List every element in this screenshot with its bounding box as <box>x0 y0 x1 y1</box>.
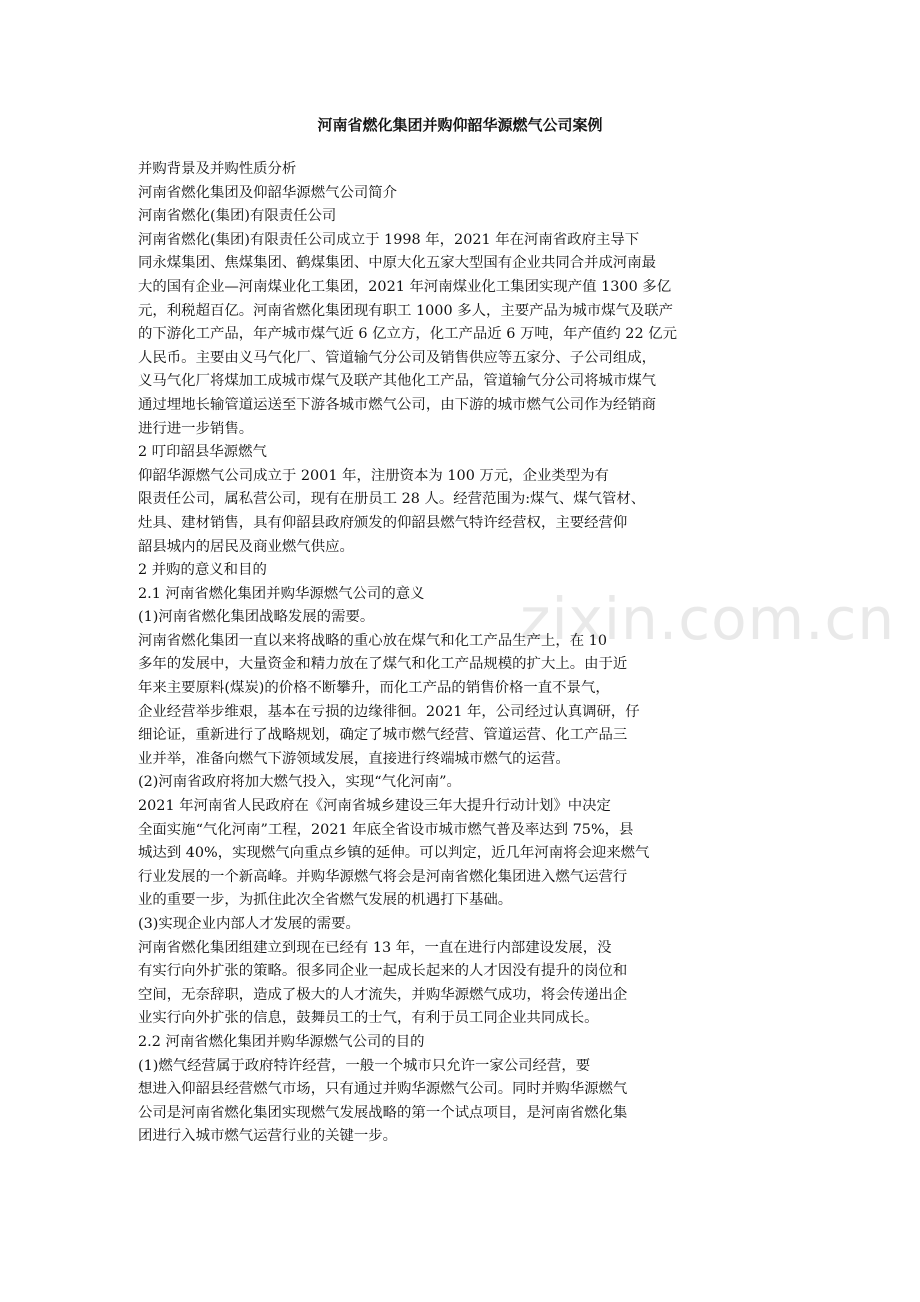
text-line: 2021 年河南省人民政府在《河南省城乡建设三年大提升行动计划》中决定 <box>138 798 611 815</box>
text-line: 人民币。主要由义马气化厂、管道输气分公司及销售供应等五家分、子公司组成， <box>138 349 657 366</box>
text-line: 并购背景及并购性质分析 <box>138 161 297 177</box>
text-line: 想进入仰韶县经营燃气市场，只有通过并购华源燃气公司。同时并购华源燃气 <box>138 1081 628 1098</box>
document-title: 河南省燃化集团并购仰韶华源燃气公司案例 <box>317 116 603 134</box>
text-line: 元，利税超百亿。河南省燃化集团现有职工 1000 多人，主要产品为城市煤气及联产 <box>138 302 674 319</box>
text-line: 韶县城内的居民及商业燃气供应。 <box>138 538 354 555</box>
text-line: 仰韶华源燃气公司成立于 2001 年，注册资本为 100 万元，企业类型为有 <box>138 467 609 484</box>
text-line: 公司是河南省燃化集团实现燃气发展战略的第一个试点项目，是河南省燃化集 <box>138 1104 628 1121</box>
text-line: 业的重要一步，为抓住此次全省燃气发展的机遇打下基础。 <box>138 892 513 909</box>
text-line: 业并举，准备向燃气下游领域发展，直接进行终端城市燃气的运营。 <box>138 750 570 767</box>
text-line: 2 叮印韶县华源燃气 <box>138 444 267 461</box>
watermark: zixin.com.cn <box>520 585 896 653</box>
text-line: 2.2 河南省燃化集团并购华源燃气公司的目的 <box>138 1033 425 1050</box>
text-line: 通过埋地长输管道运送至下游各城市燃气公司，由下游的城市燃气公司作为经销商 <box>138 396 657 413</box>
text-line: 河南省燃化集团组建立到现在已经有 13 年，一直在进行内部建设发展，没 <box>138 939 612 956</box>
text-line: 限责任公司，属私营公司，现有在册员工 28 人。经营范围为:煤气、煤气管材、 <box>138 491 646 508</box>
text-line: 团进行入城市燃气运营行业的关键一步。 <box>138 1128 398 1145</box>
text-line: 有实行向外扩张的策略。很多同企业一起成长起来的人才因没有提升的岗位和 <box>138 963 628 980</box>
text-line: (1)河南省燃化集团战略发展的需要。 <box>138 609 375 626</box>
text-line: (3)实现企业内部人才发展的需要。 <box>138 916 360 932</box>
text-line: 2 并购的意义和目的 <box>138 562 267 579</box>
text-line: 的下游化工产品，年产城市煤气近 6 亿立方，化工产品近 6 万吨，年产值约 22 亿元 <box>138 326 677 343</box>
text-line: 河南省燃化集团一直以来将战略的重心放在煤气和化工产品生产上，在 10 <box>138 632 607 649</box>
text-line: 行业发展的一个新高峰。并购华源燃气将会是河南省燃化集团进入燃气运营行 <box>138 868 628 885</box>
text-line: 同永煤集团、焦煤集团、鹤煤集团、中原大化五家大型国有企业共同合并成河南最 <box>138 255 657 272</box>
text-line: 河南省燃化集团及仰韶华源燃气公司简介 <box>138 184 398 201</box>
text-line: 义马气化厂将煤加工成城市煤气及联产其他化工产品，管道输气分公司将城市煤气 <box>138 373 657 390</box>
text-line: 全面实施“气化河南”工程，2021 年底全省设市城市燃气普及率达到 75%，县 <box>138 821 634 838</box>
text-line: (2)河南省政府将加大燃气投入，实现“气化河南”。 <box>138 774 461 791</box>
text-line: 细论证，重新进行了战略规划，确定了城市燃气经营、管道运营、化工产品三 <box>138 727 628 744</box>
text-line: 业实行向外扩张的信息，鼓舞员工的士气，有利于员工同企业共同成长。 <box>138 1010 599 1027</box>
text-line: 空间，无奈辞职，造成了极大的人才流失，并购华源燃气成功，将会传递出企 <box>138 986 628 1003</box>
text-line: 大的国有企业—河南煤业化工集团，2021 年河南煤业化工集团实现产值 1300 多亿 <box>138 278 672 295</box>
text-line: 年来主要原料(煤炭)的价格不断攀升，而化工产品的销售价格一直不景气， <box>138 680 610 697</box>
text-line: 多年的发展中，大量资金和精力放在了煤气和化工产品规模的扩大上。由于近 <box>138 656 628 673</box>
text-line: 城达到 40%，实现燃气向重点乡镇的延伸。可以判定，近几年河南将会迎来燃气 <box>138 845 650 862</box>
text-line: 河南省燃化(集团)有限责任公司 <box>138 208 337 225</box>
text-line: 2.1 河南省燃化集团并购华源燃气公司的意义 <box>138 585 425 602</box>
text-line: 河南省燃化(集团)有限责任公司成立于 1998 年，2021 年在河南省政府主导下 <box>138 231 640 248</box>
text-line: (1)燃气经营属于政府特许经营，一般一个城市只允许一家公司经营，要 <box>138 1057 591 1074</box>
text-line: 灶具、建材销售，具有仰韶县政府颁发的仰韶县燃气特许经营权，主要经营仰 <box>138 514 628 531</box>
text-line: 进行进一步销售。 <box>138 420 254 437</box>
text-line: 企业经营举步维艰，基本在亏损的边缘徘徊。2021 年，公司经过认真调研，仔 <box>138 703 640 720</box>
document-body <box>138 158 748 1149</box>
